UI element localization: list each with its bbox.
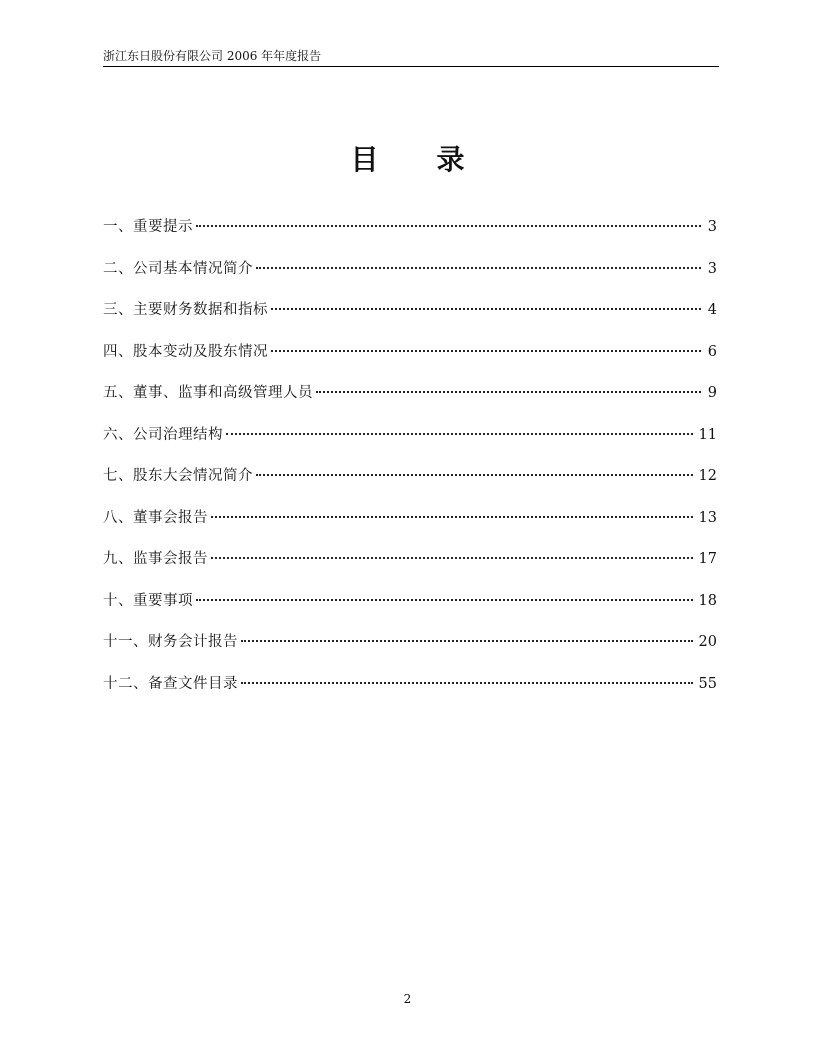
toc-entry-label: 六、公司治理结构: [103, 426, 223, 443]
page-number: 2: [403, 992, 412, 1006]
dot-leader: [256, 267, 701, 269]
page-header: [103, 48, 719, 67]
toc-entry[interactable]: [103, 216, 717, 258]
toc-entry[interactable]: [103, 382, 717, 424]
toc-entry-label: 十一、财务会计报告: [103, 634, 238, 650]
header-text: 浙江东日股份有限公司 2006 年年度报告: [103, 49, 322, 63]
dot-leader: [196, 225, 701, 227]
toc-entry-page: 3: [707, 260, 717, 277]
toc-entry-label: 五、董事、监事和高级管理人员: [103, 385, 313, 401]
dot-leader: [316, 391, 701, 393]
toc-entry-page: 12: [698, 468, 717, 484]
toc-entry-label: 七、股东大会情况简介: [103, 468, 253, 484]
toc-entry[interactable]: [103, 590, 717, 632]
toc-entry[interactable]: [103, 258, 717, 300]
toc-entry[interactable]: [103, 465, 717, 507]
toc-entry-page: 18: [698, 592, 717, 609]
toc-entry-page: 55: [698, 675, 717, 692]
toc-entry-label: 一、重要提示: [103, 219, 193, 235]
dot-leader: [241, 682, 693, 684]
toc-entry[interactable]: [103, 341, 717, 383]
toc-entry-page: 3: [707, 219, 717, 235]
dot-leader: [211, 557, 693, 559]
toc-entry-page: 11: [698, 426, 717, 443]
toc-entry[interactable]: [103, 673, 717, 715]
toc-entry-label: 九、监事会报告: [103, 551, 208, 567]
toc-entry-label: 四、股本变动及股东情况: [103, 343, 268, 360]
toc-entry-label: 八、董事会报告: [103, 509, 208, 526]
toc-entry[interactable]: [103, 548, 717, 590]
dot-leader: [196, 599, 693, 601]
toc-entry[interactable]: [103, 631, 717, 673]
dot-leader: [211, 516, 693, 518]
toc-entry-page: 17: [698, 551, 717, 567]
toc-entry-label: 三、主要财务数据和指标: [103, 302, 268, 318]
toc-entry-page: 13: [698, 509, 717, 526]
toc-entry-page: 9: [707, 385, 717, 401]
toc-entry[interactable]: [103, 424, 717, 466]
toc-entry-label: 二、公司基本情况简介: [103, 260, 253, 277]
toc-entry-label: 十、重要事项: [103, 592, 193, 609]
dot-leader: [256, 474, 693, 476]
toc-title: 目录: [350, 143, 523, 176]
toc-entry-page: 4: [707, 302, 717, 318]
dot-leader: [241, 640, 693, 642]
dot-leader: [271, 350, 701, 352]
toc-entry-page: 20: [698, 634, 717, 650]
toc-entry-label: 十二、备查文件目录: [103, 675, 238, 692]
table-of-contents: [103, 216, 717, 714]
dot-leader: [226, 433, 693, 435]
dot-leader: [271, 308, 701, 310]
toc-entry[interactable]: [103, 299, 717, 341]
toc-entry[interactable]: [103, 507, 717, 549]
toc-entry-page: 6: [707, 343, 717, 360]
